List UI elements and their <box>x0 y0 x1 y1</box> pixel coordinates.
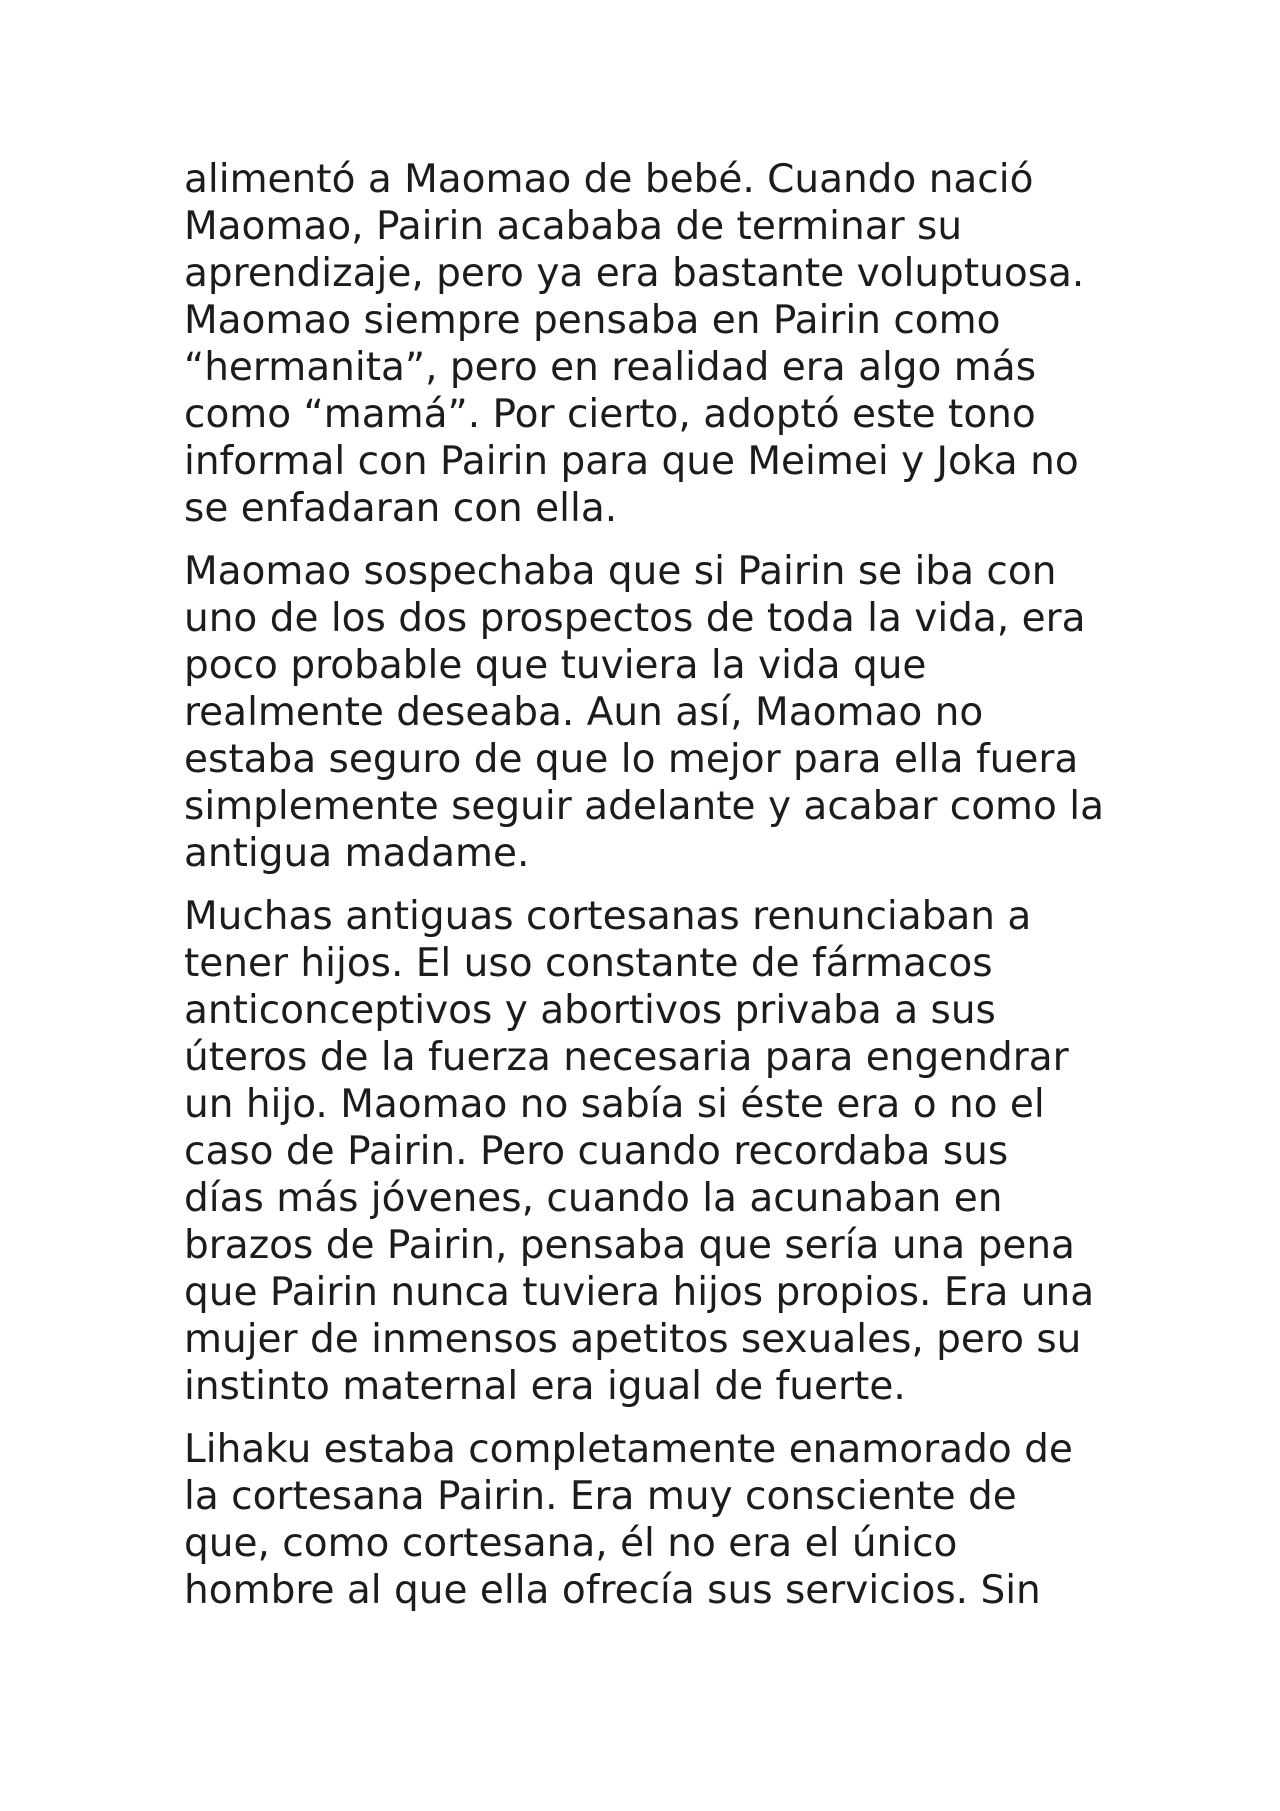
text-line: un hijo. Maomao no sabía si éste era o no el <box>184 1082 1045 1127</box>
text-line: uno de los dos prospectos de toda la vida, era <box>184 596 1086 641</box>
text-line: estaba seguro de que lo mejor para ella fuera <box>184 737 1079 782</box>
text-line: que Pairin nunca tuviera hijos propios. Era una <box>184 1270 1095 1315</box>
text-line: Muchas antiguas cortesanas renunciaban a <box>184 894 1032 939</box>
text-line: aprendizaje, pero ya era bastante voluptuosa. <box>184 251 1085 296</box>
text-line: “hermanita”, pero en realidad era algo más <box>184 345 1037 390</box>
text-line: mujer de inmensos apetitos sexuales, pero su <box>184 1317 1082 1362</box>
paragraph-1 <box>184 156 1124 532</box>
text-line: úteros de la fuerza necesaria para engendrar <box>184 1035 1069 1080</box>
text-line: realmente deseaba. Aun así, Maomao no <box>184 690 984 735</box>
text-line: Maomao siempre pensaba en Pairin como <box>184 298 1001 343</box>
text-line: informal con Pairin para que Meimei y Joka no <box>184 439 1079 484</box>
paragraph-3 <box>184 893 1124 1410</box>
text-line: la cortesana Pairin. Era muy consciente de <box>184 1474 1017 1519</box>
text-line: días más jóvenes, cuando la acunaban en <box>184 1176 1003 1221</box>
text-line: como “mamá”. Por cierto, adoptó este tono <box>184 392 1036 437</box>
text-line: que, como cortesana, él no era el único <box>184 1521 958 1566</box>
text-line: simplemente seguir adelante y acabar como la <box>184 784 1105 829</box>
text-line: anticonceptivos y abortivos privaba a sus <box>184 988 996 1033</box>
text-line: hombre al que ella ofrecía sus servicios. Sin <box>184 1568 1041 1613</box>
text-line: brazos de Pairin, pensaba que sería una pena <box>184 1223 1075 1268</box>
text-line: Lihaku estaba completamente enamorado de <box>184 1427 1073 1472</box>
body-text <box>184 156 1124 1630</box>
text-line: Maomao sospechaba que si Pairin se iba con <box>184 549 1057 594</box>
text-line: se enfadaran con ella. <box>184 486 618 531</box>
text-line: antigua madame. <box>184 831 530 876</box>
text-line: alimentó a Maomao de bebé. Cuando nació <box>184 157 1034 202</box>
paragraph-4 <box>184 1426 1124 1614</box>
text-line: instinto maternal era igual de fuerte. <box>184 1364 906 1409</box>
text-line: caso de Pairin. Pero cuando recordaba sus <box>184 1129 1009 1174</box>
text-line: tener hijos. El uso constante de fármacos <box>184 941 993 986</box>
text-line: poco probable que tuviera la vida que <box>184 643 927 688</box>
paragraph-2 <box>184 548 1124 877</box>
text-line: Maomao, Pairin acababa de terminar su <box>184 204 963 249</box>
